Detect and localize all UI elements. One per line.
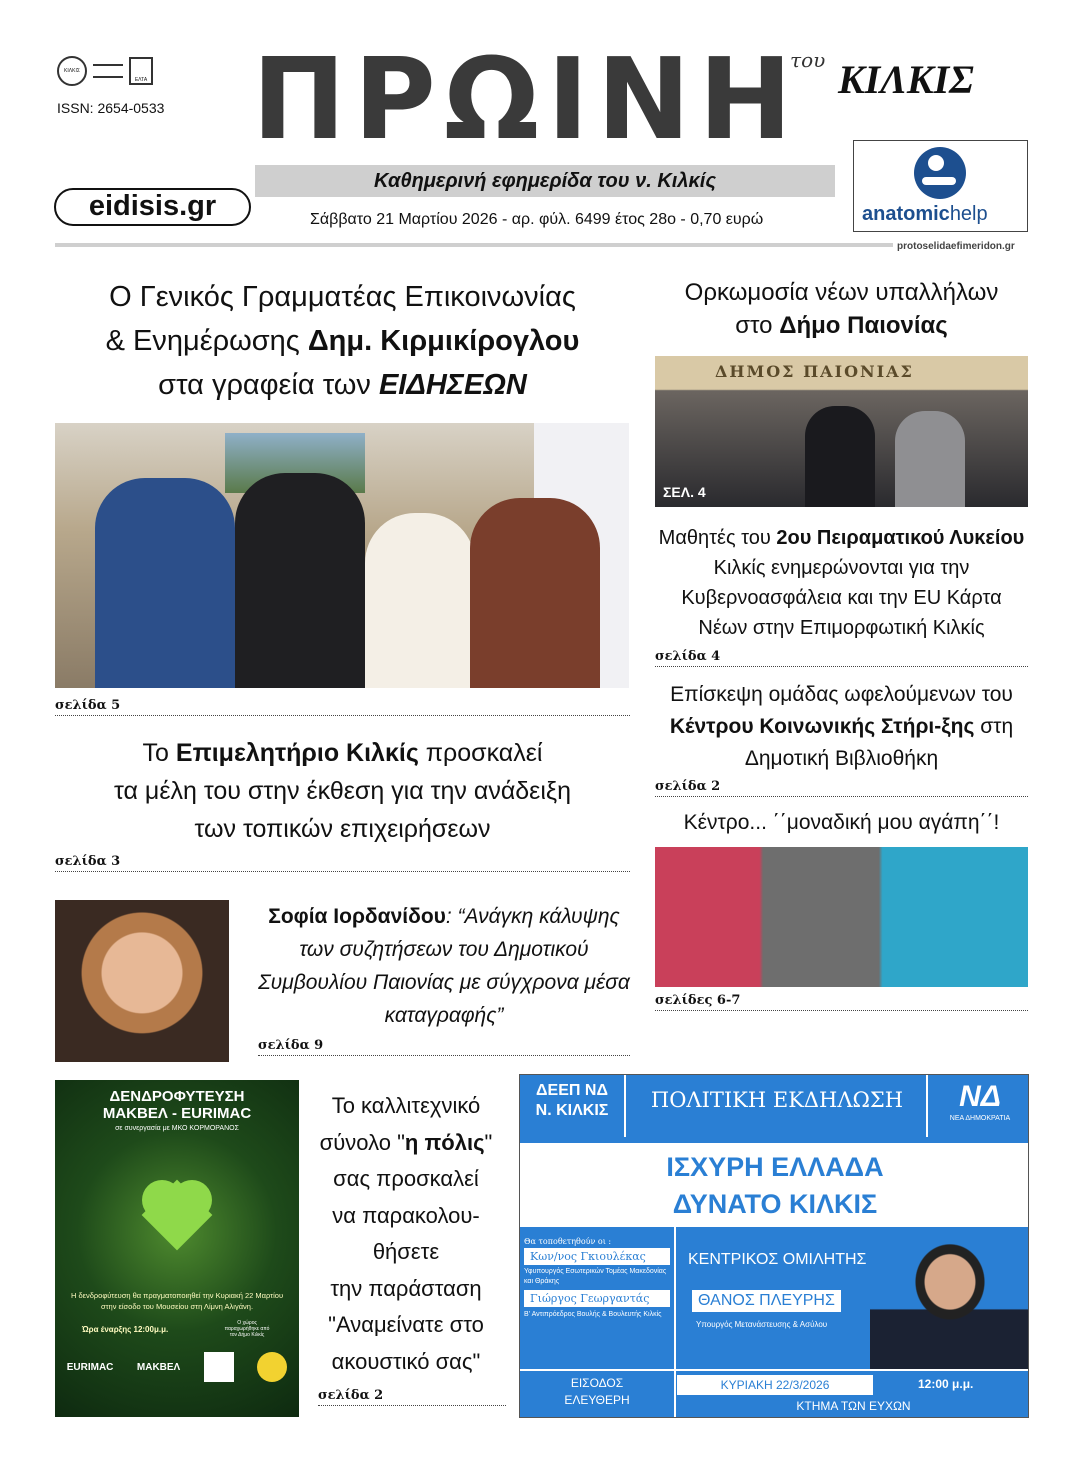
photo-page-label: ΣΕΛ. 4 [663, 484, 706, 500]
ad-title: ΔΕΝΔΡΟΦΥΤΕΥΣΗ [109, 1088, 245, 1105]
photo-sign-text: ΔΗΜΟΣ ΠΑΙΟΝΙΑΣ [715, 362, 914, 381]
entry [520, 1375, 674, 1409]
header-rule [55, 243, 893, 247]
text: ΕΙΣΟΔΟΣ [570, 1376, 624, 1390]
nd-logo [932, 1079, 1028, 1122]
anatomichelp-wordmark [862, 203, 988, 226]
right-column [655, 276, 1028, 1011]
nd-logo-icon: ΝΔ [959, 1080, 1001, 1113]
event-venue: ΚΤΗΜΑ ΤΩΝ ΕΥΧΩΝ [796, 1399, 911, 1413]
source-label: protoselidaefimeridon.gr [897, 241, 1015, 252]
headline-line: Ο Γενικός Γραμματέας Επικοινωνίας [109, 281, 576, 313]
text: Μαθητές του [658, 527, 777, 549]
theatre-page-ref[interactable]: σελίδα 2 [318, 1388, 506, 1406]
main-story-photo [55, 423, 629, 688]
text: στη Δημοτική Βιβλιοθήκη [744, 715, 1014, 770]
visit-headline[interactable] [655, 679, 1028, 775]
ad-subtitle: σε συνεργασία με ΜΚΟ ΚΟΡΜΟΡΑΝΟΣ [115, 1125, 239, 1132]
students-headline[interactable] [655, 523, 1028, 643]
sofia-name: Σοφία Ιορδανίδου [268, 905, 446, 928]
eurimac-logo: EURIMAC [66, 1361, 114, 1373]
municipality-logo-icon [257, 1352, 287, 1382]
ad-event-title: ΠΟΛΙΤΙΚΗ ΕΚΔΗΛΩΣΗ [628, 1075, 928, 1137]
sofia-headline[interactable] [258, 900, 630, 1032]
text: θήσετε [372, 1239, 440, 1264]
heart-icon [142, 1180, 212, 1240]
sofia-page-ref[interactable]: σελίδα 9 [258, 1038, 630, 1056]
anatomic-text: anatomic [862, 203, 950, 225]
main-headline[interactable] [55, 275, 630, 407]
postal-stamp-icon: ΚΙΛΚΙΣ [57, 56, 87, 86]
party-name: ΝΕΑ ΔΗΜΟΚΡΑΤΙΑ [949, 1115, 1011, 1122]
ad-slogan [520, 1143, 1029, 1227]
text: Ορκωμοσία νέων υπαλλήλων [684, 279, 999, 306]
text: "Αναμείνατε στο [328, 1312, 484, 1337]
speaker-name: Κων/νος Γκιουλέκας [524, 1248, 670, 1265]
text: σας προσκαλεί [333, 1166, 479, 1191]
text: ακουστικό σας" [331, 1348, 481, 1374]
main-speaker-name: ΘΑΝΟΣ ΠΛΕΥΡΗΣ [692, 1290, 841, 1312]
main-speaker-label: ΚΕΝΤΡΙΚΟΣ ΟΜΙΛΗΤΗΣ [688, 1251, 867, 1268]
event-date: ΚΥΡΙΑΚΗ 22/3/2026 [677, 1375, 873, 1395]
ad-body: Η δενδροφύτευση θα πραγματοποιηθεί την Κυριακή 22 Μαρτίου στην είσοδο του Μουσείου στη Λίμνη Αλιγάνη. [70, 1291, 284, 1311]
students-page-ref[interactable]: σελίδα 4 [655, 649, 1028, 667]
headline-bold: Δημ. Κιρμικίρογλου [307, 325, 580, 357]
text: τα μέλη του στην έκθεση για την ανάδειξη [114, 777, 571, 805]
center-headline[interactable]: Κέντρο... ΄΄μοναδική μου αγάπη΄΄! [683, 811, 1000, 834]
sofia-portrait-photo [55, 900, 229, 1062]
anatomichelp-ad[interactable] [853, 140, 1028, 232]
anatomichelp-logo-icon [914, 147, 966, 199]
text: ΔΥΝΑΤΟ ΚΙΛΚΙΣ [672, 1189, 878, 1219]
text: προσκαλεί [418, 739, 543, 767]
elta-stamp-icon: ΕΛΤΑ [129, 57, 153, 85]
text: Κιλκίς ενημερώνονται για την Κυβερνοασφάλεια και την EU Κάρτα Νέων στην Επιμορφωτική Κιλκίς [681, 557, 1002, 639]
bold-text: Επιμελητήριο Κιλκίς [175, 739, 419, 767]
divider [520, 1369, 1029, 1371]
text: στο [735, 312, 780, 339]
text: των τοπικών επιχειρήσεων [194, 815, 491, 843]
text: Επίσκεψη ομάδας ωφελούμενων του [670, 683, 1013, 706]
text: Θα τοποθετηθούν οι : [524, 1237, 612, 1246]
speakers [524, 1237, 670, 1320]
ad-time: Ώρα έναρξης 12:00μ.μ. [81, 1324, 169, 1334]
political-event-ad[interactable] [519, 1074, 1029, 1418]
text: ΙΣΧΥΡΗ ΕΛΛΑΔΑ [666, 1152, 884, 1182]
text: ΔΕΕΠ ΝΔ [536, 1082, 608, 1099]
headline-bold: ΕΙΔΗΣΕΩΝ [378, 369, 527, 401]
text: Ν. ΚΙΛΚΙΣ [535, 1102, 609, 1119]
left-column [55, 275, 630, 1062]
sofia-quote: : “Ανάγκη κάλυψης των συζητήσεων του Δημοτικού Συμβουλίου Παιονίας με σύγχρονα μέσα καταγραφής” [258, 905, 630, 1027]
postal-stamps [57, 56, 153, 86]
oath-headline[interactable] [655, 276, 1028, 342]
ad-note: Ο χώρος παραχωρήθηκε από τον Δήμο Κιλκίς [224, 1320, 270, 1338]
dateline: Σάββατο 21 Μαρτίου 2026 - αρ. φύλ. 6499 έτος 28ο - 0,70 ευρώ [310, 211, 764, 228]
chamber-headline[interactable] [55, 734, 630, 848]
event-time: 12:00 μ.μ. [918, 1377, 974, 1391]
speaker-role: Υφυπουργός Εσωτερικών Τομέας Μακεδονίας και Θράκης [524, 1268, 667, 1285]
ad-title: ΜΑΚΒΕΛ - EURIMAC [102, 1105, 252, 1122]
text: Το καλλιτεχνικό [331, 1093, 481, 1118]
speaker-photo [870, 1235, 1029, 1369]
text: ΕΛΕΥΘΕΡΗ [564, 1393, 630, 1407]
center-page-ref[interactable]: σελίδες 6-7 [655, 993, 1028, 1011]
bold-text: 2ου Πειραματικού Λυκείου [776, 527, 1025, 549]
headline-text: & Ενημέρωσης [105, 325, 308, 357]
theatre-column [306, 1088, 506, 1406]
masthead-city: ΚΙΛΚΙΣ [838, 57, 974, 102]
text: Το [142, 739, 176, 767]
tree-planting-ad[interactable] [55, 1080, 299, 1417]
heads-illustration-photo [655, 847, 1028, 987]
headline-text: στα γραφεία των [158, 369, 379, 401]
makvel-logo: ΜΑΚΒΕΛ [136, 1361, 181, 1373]
chamber-page-ref[interactable]: σελίδα 3 [55, 854, 630, 872]
speaker-name: Γιώργος Γεωργαντάς [524, 1290, 670, 1307]
divider [674, 1227, 676, 1418]
website-link[interactable]: eidisis.gr [54, 188, 251, 226]
bold-text: Κέντρου Κοινωνικής Στήρι-ξης [669, 715, 975, 738]
ad-organizer [520, 1075, 626, 1137]
text: " [484, 1129, 493, 1155]
text: να παρακολου- [332, 1202, 480, 1228]
tagline-band: Καθημερινή εφημερίδα του ν. Κιλκίς [255, 165, 835, 197]
speaker-role: Β' Αντιπρόεδρος Βουλής & Βουλευτής Κιλκίς [524, 1311, 662, 1318]
text: σύνολο " [319, 1129, 405, 1155]
kormoranos-logo-icon [204, 1352, 234, 1382]
text: την παράσταση [330, 1275, 482, 1301]
theatre-story[interactable] [306, 1088, 506, 1380]
bold-text: η πόλις [404, 1129, 485, 1155]
main-speaker-role: Υπουργός Μετανάστευσης & Ασύλου [696, 1320, 828, 1329]
masthead-title: ΠΡΩΙΝΗ [252, 35, 801, 165]
masthead-tou: του [790, 48, 826, 72]
main-story-page-ref[interactable]: σελίδα 5 [55, 698, 630, 716]
sofia-story [55, 900, 630, 1062]
visit-page-ref[interactable]: σελίδα 2 [655, 779, 1028, 797]
postmark-lines-icon [93, 64, 123, 78]
issn: ISSN: 2654-0533 [57, 100, 165, 116]
bold-text: Δήμο Παιονίας [779, 312, 948, 339]
help-text: help [949, 203, 988, 225]
oath-photo [655, 356, 1028, 507]
